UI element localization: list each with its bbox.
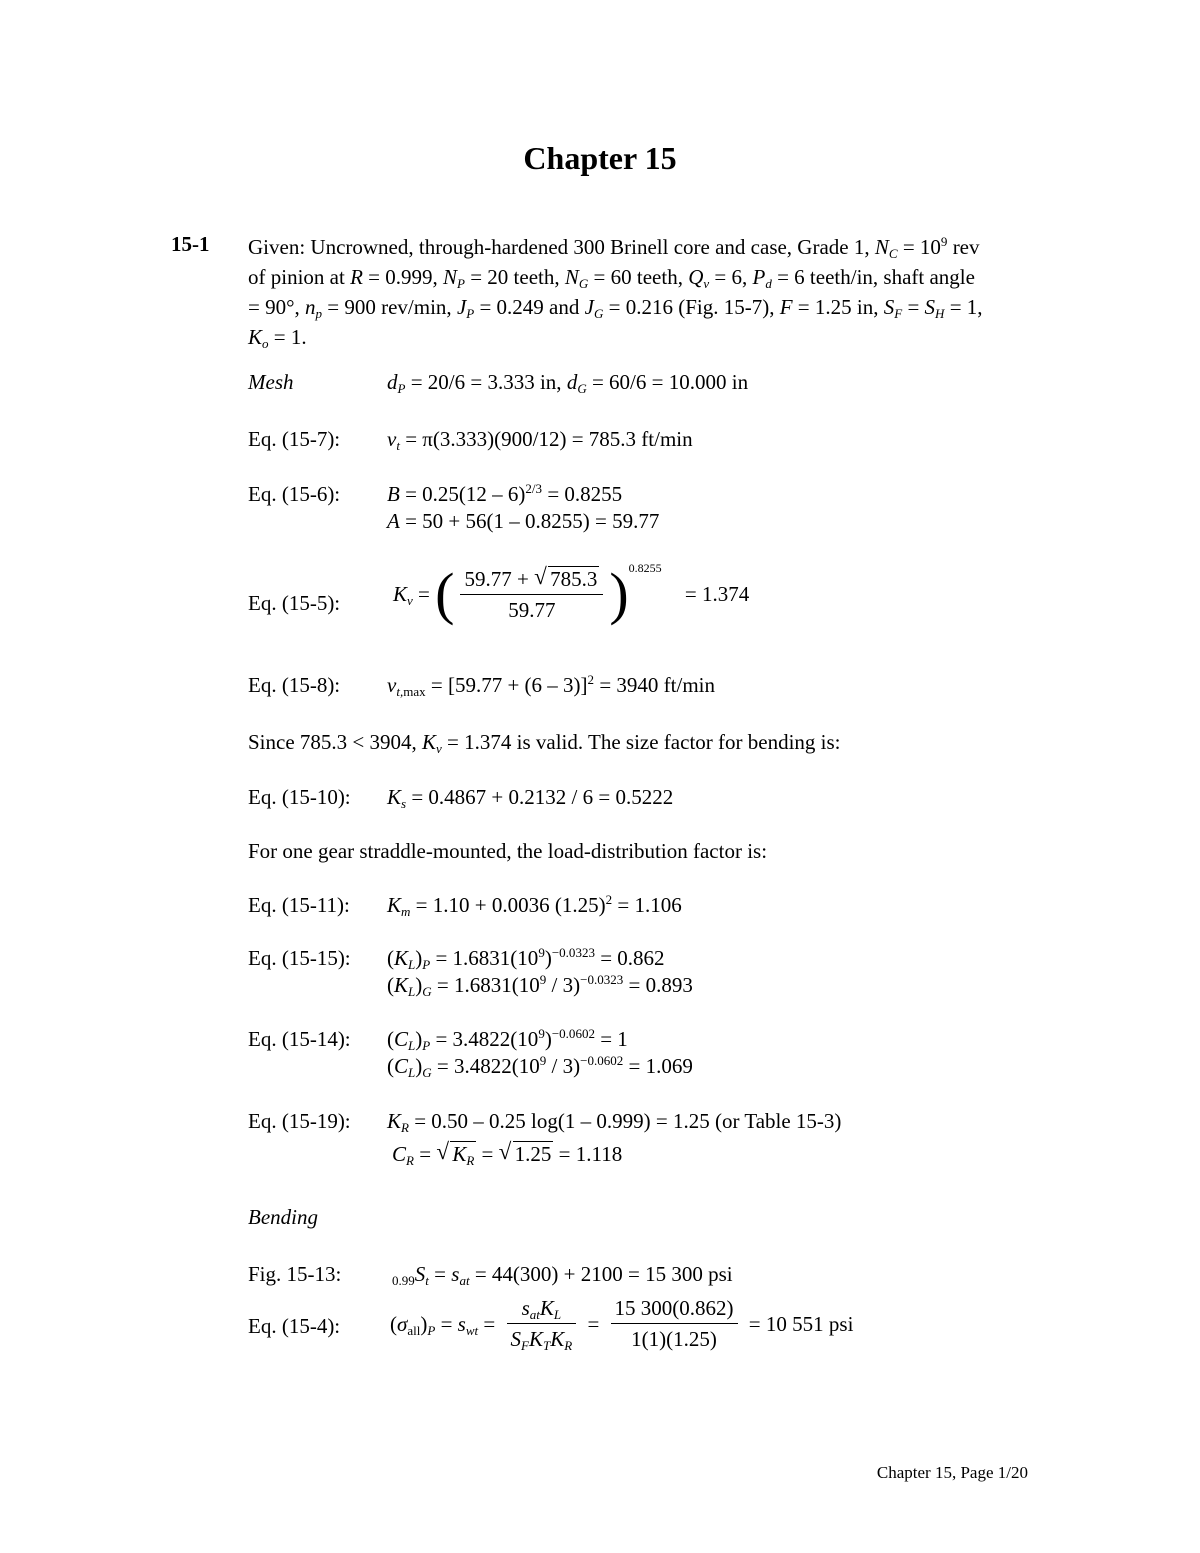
right-paren: ) xyxy=(609,561,629,627)
fraction: 59.77 + √ 785.3 59.77 xyxy=(460,566,603,622)
since-statement: Since 785.3 < 3904, $K_v = 1.374$ is valid. The size factor for bending is: xyxy=(248,730,841,756)
mesh-expression: $d_P = 20/6 = 3.333$ in, $d_G = 60/6 = 10.000$ in xyxy=(387,370,749,396)
fraction-symbolic: $\frac{s_{at}K_L}{S_FK_TK_R}$ xyxy=(507,1296,577,1351)
fraction-numeric: $\frac{15 300(0.862)}{1(1)(1.25)}$ xyxy=(611,1296,738,1351)
eq-15-8-label: Eq. (15-8): xyxy=(248,673,341,697)
eq-15-19-label: Eq. (15-19): xyxy=(248,1109,351,1133)
eq-15-14-label: Eq. (15-14): xyxy=(248,1027,351,1051)
eq-15-8-expression: $v_{t,max} = [59.77 + (6 - 3)]^2 = 3940$ ft/min xyxy=(387,672,715,699)
eq-15-15-pinion: $(K_L)_P = 1.6831(10^9)^{-0.0323} = 0.862$ xyxy=(387,945,665,972)
eq-15-15-gear: $(K_L)_G = 1.6831(10^9 / 3)^{-0.0323} = 0.893$ xyxy=(387,972,693,999)
eq-15-11-label: Eq. (15-11): xyxy=(248,893,350,917)
eq-15-6-a: A = 50 + 56(1 – 0.8255) = 59.77 xyxy=(387,509,660,533)
problem-number: 15-1 xyxy=(171,232,210,256)
mesh-label: Mesh xyxy=(248,370,294,394)
eq-15-7-expression: $v_t = \pi(3.333)(900/12) = 785.3$ ft/min xyxy=(387,427,693,453)
problem-given: Given: Uncrowned, through-hardened 300 Brinell core and case, Grade 1, $N_C = 10^9$ rev of pinion at R = 0.999, $N_P = 20$ teeth, $N_G = 60$ teeth, $Q_v = 6$, $P_d = 6$ teeth/in, shaft angle = 90°, $n_p = 900$ rev/min, $J_P = 0.249$ and $J_G = 0.216$ (Fig. 15-7), F = 1.25 in, $S_F = S_H = 1$, $K_o = 1$. xyxy=(248,234,983,351)
sqrt-icon: √ xyxy=(498,1138,512,1164)
sqrt-icon: √ xyxy=(436,1138,449,1164)
eq-15-19-cr: $C_R$ = √ $K_R$ = √ 1.25 = 1.118 xyxy=(392,1138,623,1168)
eq-15-7-label: Eq. (15-7): xyxy=(248,427,341,451)
eq-15-14-gear: $(C_L)_G = 3.4822(10^9 / 3)^{-0.0602} = 1.069$ xyxy=(387,1053,693,1080)
eq-15-4-expression: $(\sigma_{all})_P = s_{wt}$ = $\frac{s_{at}K_L}{S_FK_TK_R}$ = $\frac{15 300(0.862)}{1(1)(1.25)}$ = 10 551 psi xyxy=(390,1296,854,1354)
eq-15-11-expression: $K_m = 1.10 + 0.0036$ $(1.25)^2 = 1.106$ xyxy=(387,892,682,919)
eq-15-10-expression: $K_s = 0.4867 + 0.2132 / 6 = 0.5222$ xyxy=(387,785,674,811)
straddle-statement: For one gear straddle-mounted, the load-distribution factor is: xyxy=(248,839,768,863)
eq-15-14-pinion: $(C_L)_P = 3.4822(10^9)^{-0.0602} = 1$ xyxy=(387,1026,628,1053)
sqrt-icon: √ xyxy=(534,563,547,589)
eq-15-5-label: Eq. (15-5): xyxy=(248,591,341,615)
eq-15-6-b: B = 0.25(12 – 6)$^{2/3}$ = 0.8255 xyxy=(387,481,623,506)
left-paren: ( xyxy=(435,561,455,627)
eq-15-10-label: Eq. (15-10): xyxy=(248,785,351,809)
eq-15-19-kr: $K_R = 0.50 - 0.25$ log(1 – 0.999) = 1.25 (or Table 15-3) xyxy=(387,1109,842,1135)
eq-15-5-expression: $K_v$ = ( 59.77 + √ 785.3 59.77 )0.8255 = 1.374 xyxy=(393,561,750,627)
fig-15-13-expression: $_{0.99}S_t = s_{at} = 44(300) + 2100 = 15$ 300 psi xyxy=(392,1262,733,1288)
fig-15-13-label: Fig. 15-13: xyxy=(248,1262,342,1286)
eq-15-4-label: Eq. (15-4): xyxy=(248,1314,341,1338)
bending-label: Bending xyxy=(248,1205,318,1229)
page-title: Chapter 15 xyxy=(523,140,677,176)
page-footer: Chapter 15, Page 1/20 xyxy=(876,1463,1028,1482)
eq-15-15-label: Eq. (15-15): xyxy=(248,946,351,970)
eq-15-6-label: Eq. (15-6): xyxy=(248,482,341,506)
